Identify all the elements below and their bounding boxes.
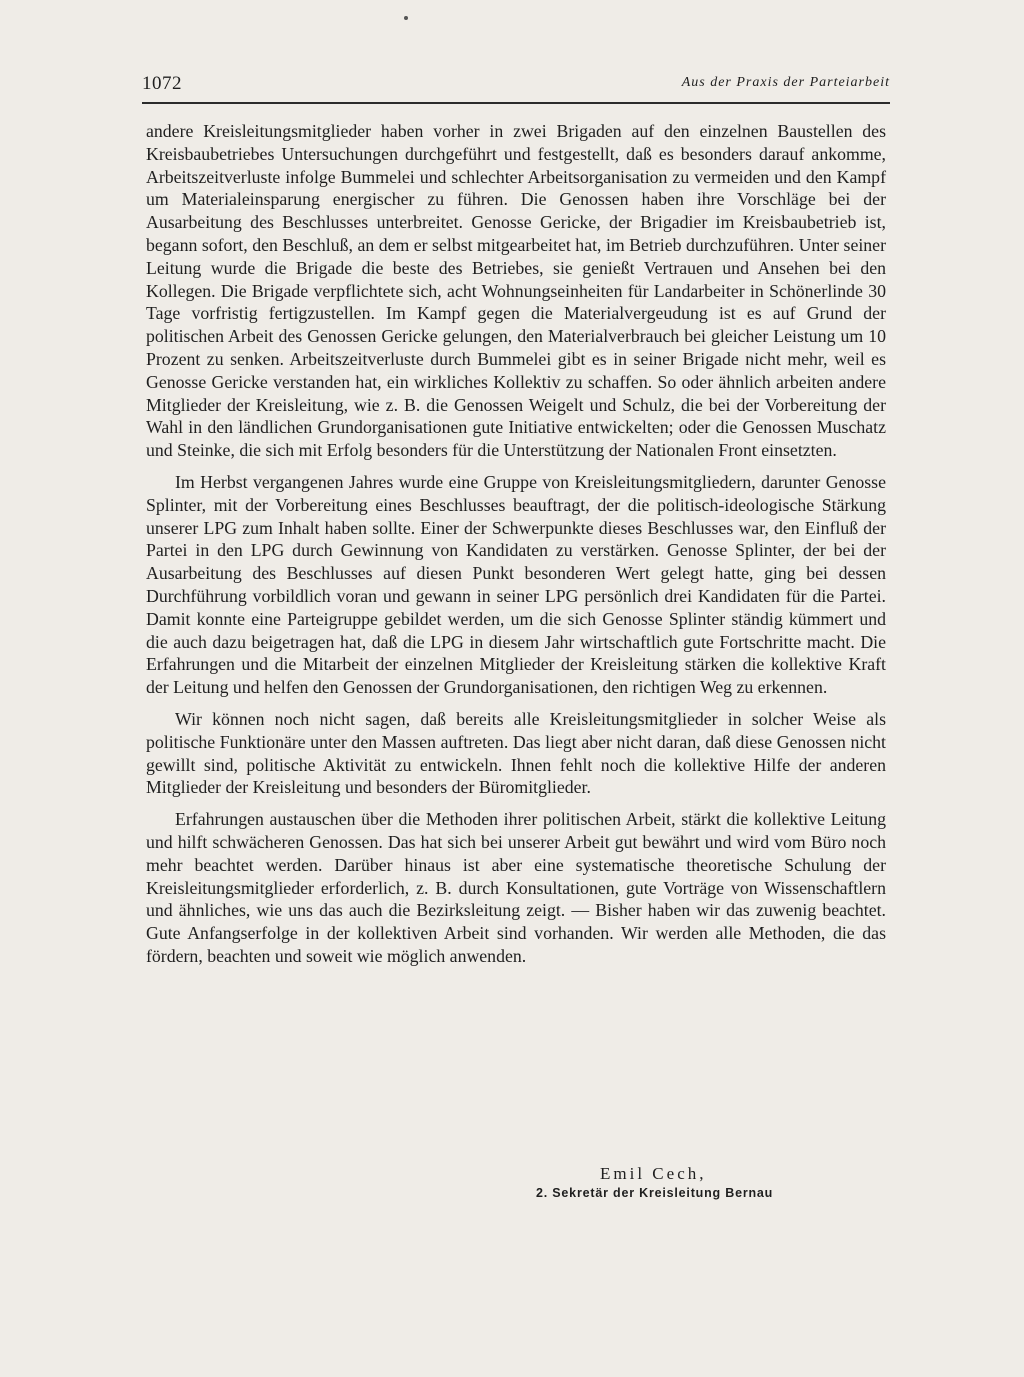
- article-body: [146, 120, 886, 968]
- signature-role: 2. Sekretär der Kreisleitung Bernau: [536, 1186, 774, 1200]
- page-header: [142, 66, 890, 104]
- paragraph: Erfahrungen austauschen über die Methoden ihrer politischen Arbeit, stärkt die kollektive Leitung und hilft schwächeren Genossen. Das hat sich bei unserer Arbeit gut bewährt und wird vom Büro noch mehr beachtet werden. Darüber hinaus ist aber eine systematische theoretische Schulung der Kreisleitungsmitglieder erforderlich, z. B. durch Konsultationen, gute Vorträge von Wissenschaftlern und ähnliches, wie uns das auch die Bezirksleitung zeigt. — Bisher haben wir das zuwenig beachtet. Gute Anfangserfolge in der kollektiven Arbeit sind vorhanden. Wir werden alle Methoden, die das fördern, beachten und soweit wie möglich anwenden.: [146, 809, 886, 966]
- paragraph: Im Herbst vergangenen Jahres wurde eine Gruppe von Kreisleitungsmitgliedern, darunter Genosse Splinter, mit der Vorbereitung eines Beschlusses beauftragt, der die politisch-ideologische Stärkung unserer LPG zum Inhalt haben sollte. Einer der Schwerpunkte dieses Beschlusses war, den Einfluß der Partei in den LPG durch Gewinnung von Kandidaten zu verstärken. Genosse Splinter, der bei der Ausarbeitung des Beschlusses auf diesen Punkt besonderen Wert gelegt hatte, ging bei dessen Durchführung vorbildlich voran und gewann in seiner LPG persönlich drei Kandidaten für die Partei. Damit konnte eine Parteigruppe gebildet werden, um die sich Genosse Splinter ständig kümmert und die auch dazu beigetragen hat, daß die LPG in diesem Jahr wirtschaftlich gute Fortschritte macht. Die Erfahrungen und die Mitarbeit der einzelnen Mitglieder der Kreisleitung stärken die kollektive Kraft der Leitung und helfen den Genossen der Grundorganisationen, den richtigen Weg zu erkennen.: [146, 471, 886, 698]
- running-head: Aus der Praxis der Parteiarbeit: [681, 75, 890, 90]
- signature-name: Emil Cech,: [600, 1164, 707, 1183]
- print-speck: [404, 16, 408, 20]
- page-number: 1072: [142, 73, 182, 94]
- paragraph: Wir können noch nicht sagen, daß bereits alle Kreisleitungsmitglieder in solcher Weise als politische Funktionäre unter den Massen auftreten. Das liegt aber nicht daran, daß diese Genossen nicht gewillt sind, politische Aktivität zu entwickeln. Ihnen fehlt noch die kollektive Hilfe der anderen Mitglieder der Kreisleitung und besonders der Büromitglieder.: [146, 708, 886, 798]
- paragraph: andere Kreisleitungsmitglieder haben vorher in zwei Brigaden auf den einzelnen Baustellen des Kreisbaubetriebes Untersuchungen durchgeführt und festgestellt, daß es besonders darauf ankomme, Arbeitszeitverluste infolge Bummelei und schlechter Arbeitsorganisation zu vermeiden und den Kampf um Materialeinsparung energischer zu führen. Die Genossen haben ihre Vorschläge bei der Ausarbeitung des Beschlusses unterbreitet. Genosse Gericke, der Brigadier im Kreisbaubetrieb ist, begann sofort, den Beschluß, an dem er selbst mitgearbeitet hat, im Betrieb durchzuführen. Unter seiner Leitung wurde die Brigade die beste des Betriebes, sie genießt Vertrauen und Ansehen bei den Kollegen. Die Brigade verpflichtete sich, acht Wohnungseinheiten für Landarbeiter in Schönerlinde 30 Tage vorfristig fertigzustellen. Im Kampf gegen die Materialvergeudung ist es auf Grund der politischen Arbeit des Genossen Gericke gelungen, den Materialverbrauch bei gleicher Leistung um 10 Prozent zu senken. Arbeitszeitverluste durch Bummelei gibt es in seiner Brigade nicht mehr, weil es Genosse Gericke verstanden hat, ein wirkliches Kollektiv zu schaffen. So oder ähnlich arbeiten andere Mitglieder der Kreisleitung, wie z. B. die Genossen Weigelt und Schulz, die bei der Vorbereitung der Wahl in den ländlichen Grundorganisationen gute Initiative entwickelten; oder die Genossen Muschatz und Steinke, die sich mit Erfolg besonders für die Unterstützung der Nationalen Front einsetzten.: [146, 121, 886, 461]
